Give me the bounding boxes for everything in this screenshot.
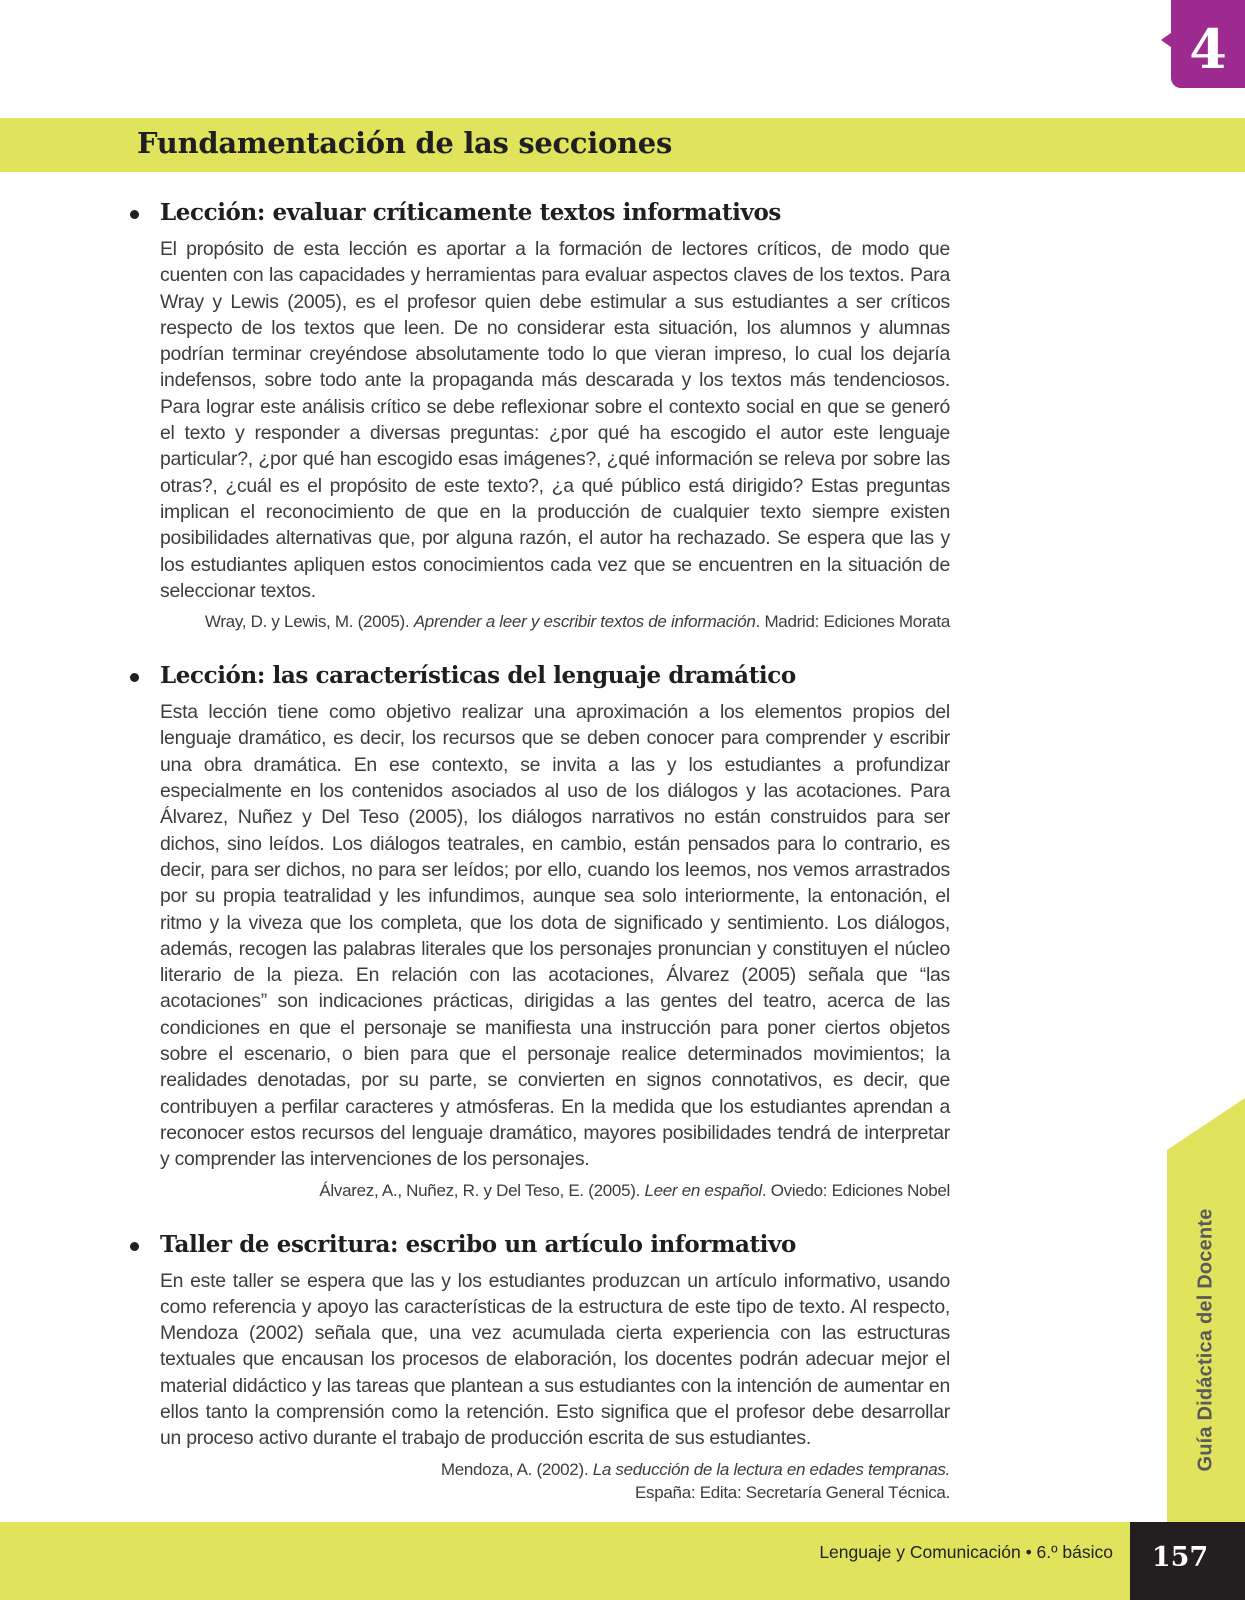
reference-author: Mendoza, A. (2002). bbox=[440, 1459, 593, 1479]
section-title: Taller de escritura: escribo un artículo informativo bbox=[160, 1230, 796, 1258]
reference-publisher-line: España: Edita: Secretaría General Técnica. bbox=[635, 1482, 950, 1502]
reference-author: Álvarez, A., Nuñez, R. y Del Teso, E. (2005). bbox=[319, 1180, 645, 1200]
reference-title: La seducción de la lectura en edades tempranas. bbox=[592, 1459, 950, 1479]
reference bbox=[160, 1179, 950, 1202]
section-title: Lección: las características del lenguaje dramático bbox=[160, 662, 796, 690]
section-body: Esta lección tiene como objetivo realizar una aproximación a los elementos propios del lenguaje dramático, es decir, los recursos que se deben conocer para comprender y escribir una obra dramática. En ese contexto, se invita a las y los estudiantes a profundizar especialmente en los contenidos asociados al uso de los diálogos y las acotaciones. Para Álvarez, Nuñez y Del Teso (2005), los diálogos narrativos no están construidos para ser dichos, sino leídos. Los diálogos teatrales, en cambio, están pensados para lo contrario, es decir, para ser dichos, no para ser leídos; por ello, cuando los leemos, nos vemos arrastrados por su propia teatralidad y les infundimos, aunque sea solo interiormente, la entonación, el ritmo y la viveza que los completa, que los dota de significado y sentimiento. Los diálogos, además, recogen las palabras literales que los personajes pronuncian y constituyen el núcleo literario de la pieza. En relación con las acotaciones, Álvarez (2005) señala que “las acotaciones” son indicaciones prácticas, dirigidas a las gentes del teatro, acerca de las condiciones en que el personaje se manifiesta una instrucción para poner ciertos objetos sobre el escenario, o bien para que el personaje realice determinados movimientos; la realidades denotadas, por su parte, se convierten en signos connotativos, es decir, que contribuyen a perfilar caracteres y atmósferas. En la medida que los estudiantes aprendan a reconocer estos recursos del lenguaje dramático, mayores posibilidades tendrá de interpretar y comprender las intervenciones de los personajes. bbox=[160, 701, 950, 1171]
bullet-icon bbox=[130, 673, 139, 682]
chapter-number: 4 bbox=[1189, 17, 1227, 81]
header-band bbox=[0, 118, 1245, 172]
reference bbox=[160, 1458, 950, 1504]
section-title: Lección: evaluar críticamente textos informativos bbox=[160, 199, 781, 226]
reference bbox=[160, 610, 950, 633]
side-label: Guía Didáctica del Docente bbox=[1194, 1208, 1217, 1472]
side-band bbox=[1167, 1150, 1245, 1522]
reference-author: Wray, D. y Lewis, M. (2005). bbox=[204, 612, 414, 632]
page-number: 157 bbox=[1151, 1542, 1209, 1573]
footer bbox=[0, 1522, 1245, 1600]
page-title: Fundamentación de las secciones bbox=[137, 126, 672, 160]
side-band-diagonal bbox=[1167, 1098, 1245, 1150]
reference-title: Aprender a leer y escribir textos de información bbox=[413, 612, 756, 632]
section-critical-reading bbox=[130, 196, 950, 633]
chapter-tab-box bbox=[1171, 0, 1245, 88]
section-dramatic-language bbox=[130, 659, 950, 1201]
bullet-icon bbox=[130, 1242, 139, 1251]
reference-title: Leer en español bbox=[644, 1180, 762, 1200]
page-number-box bbox=[1130, 1522, 1245, 1600]
content bbox=[130, 196, 950, 1530]
reference-publisher: . Oviedo: Ediciones Nobel bbox=[761, 1180, 950, 1200]
reference-publisher: . Madrid: Ediciones Morata bbox=[755, 612, 950, 632]
footer-book-title: Lenguaje y Comunicación • 6.º básico bbox=[819, 1542, 1113, 1562]
bullet-icon bbox=[130, 210, 139, 219]
section-body: En este taller se espera que las y los estudiantes produzcan un artículo informativo, usando como referencia y apoyo las características de la estructura de este tipo de texto. Al respecto, Mendoza (2002) señala que, una vez acumulada cierta experiencia con las estructuras textuales que encausan los procesos de elaboración, los docentes podrán adecuar mejor el material didáctico y las tareas que plantean a sus estudiantes con la intención de aumentar en ellos tanto la comprensión como la retención. Esto significa que el profesor debe desarrollar un proceso activo durante el trabajo de producción escrita de sus estudiantes. bbox=[160, 1269, 950, 1450]
section-body: El propósito de esta lección es aportar a la formación de lectores críticos, de modo que cuenten con las capacidades y herramientas para evaluar aspectos claves de los textos. Para Wray y Lewis (2005), es el profesor quien debe estimular a sus estudiantes a ser críticos respecto de los textos que leen. De no considerar esta situación, los alumnos y alumnas podrían terminar creyéndose absolutamente todo lo que vieran impreso, lo cual los dejaría indefensos, sobre todo ante la propaganda más descarada y los textos más tendenciosos. Para lograr este análisis crítico se debe reflexionar sobre el contexto social en que se generó el texto y responder a diversas preguntas: ¿por qué ha escogido el autor este lenguaje particular?, ¿por qué han escogido esas imágenes?, ¿qué información se releva por sobre las otras?, ¿cuál es el propósito de este texto?, ¿a qué público está dirigido? Estas preguntas implican el reconocimiento de que en la producción de cualquier texto siempre existen posibilidades alternativas que, por alguna razón, el autor ha rechazado. Se espera que las y los estudiantes apliquen estos conocimientos cada vez que se encuentren en la situación de seleccionar textos. bbox=[160, 238, 950, 602]
section-writing-workshop bbox=[130, 1228, 950, 1504]
